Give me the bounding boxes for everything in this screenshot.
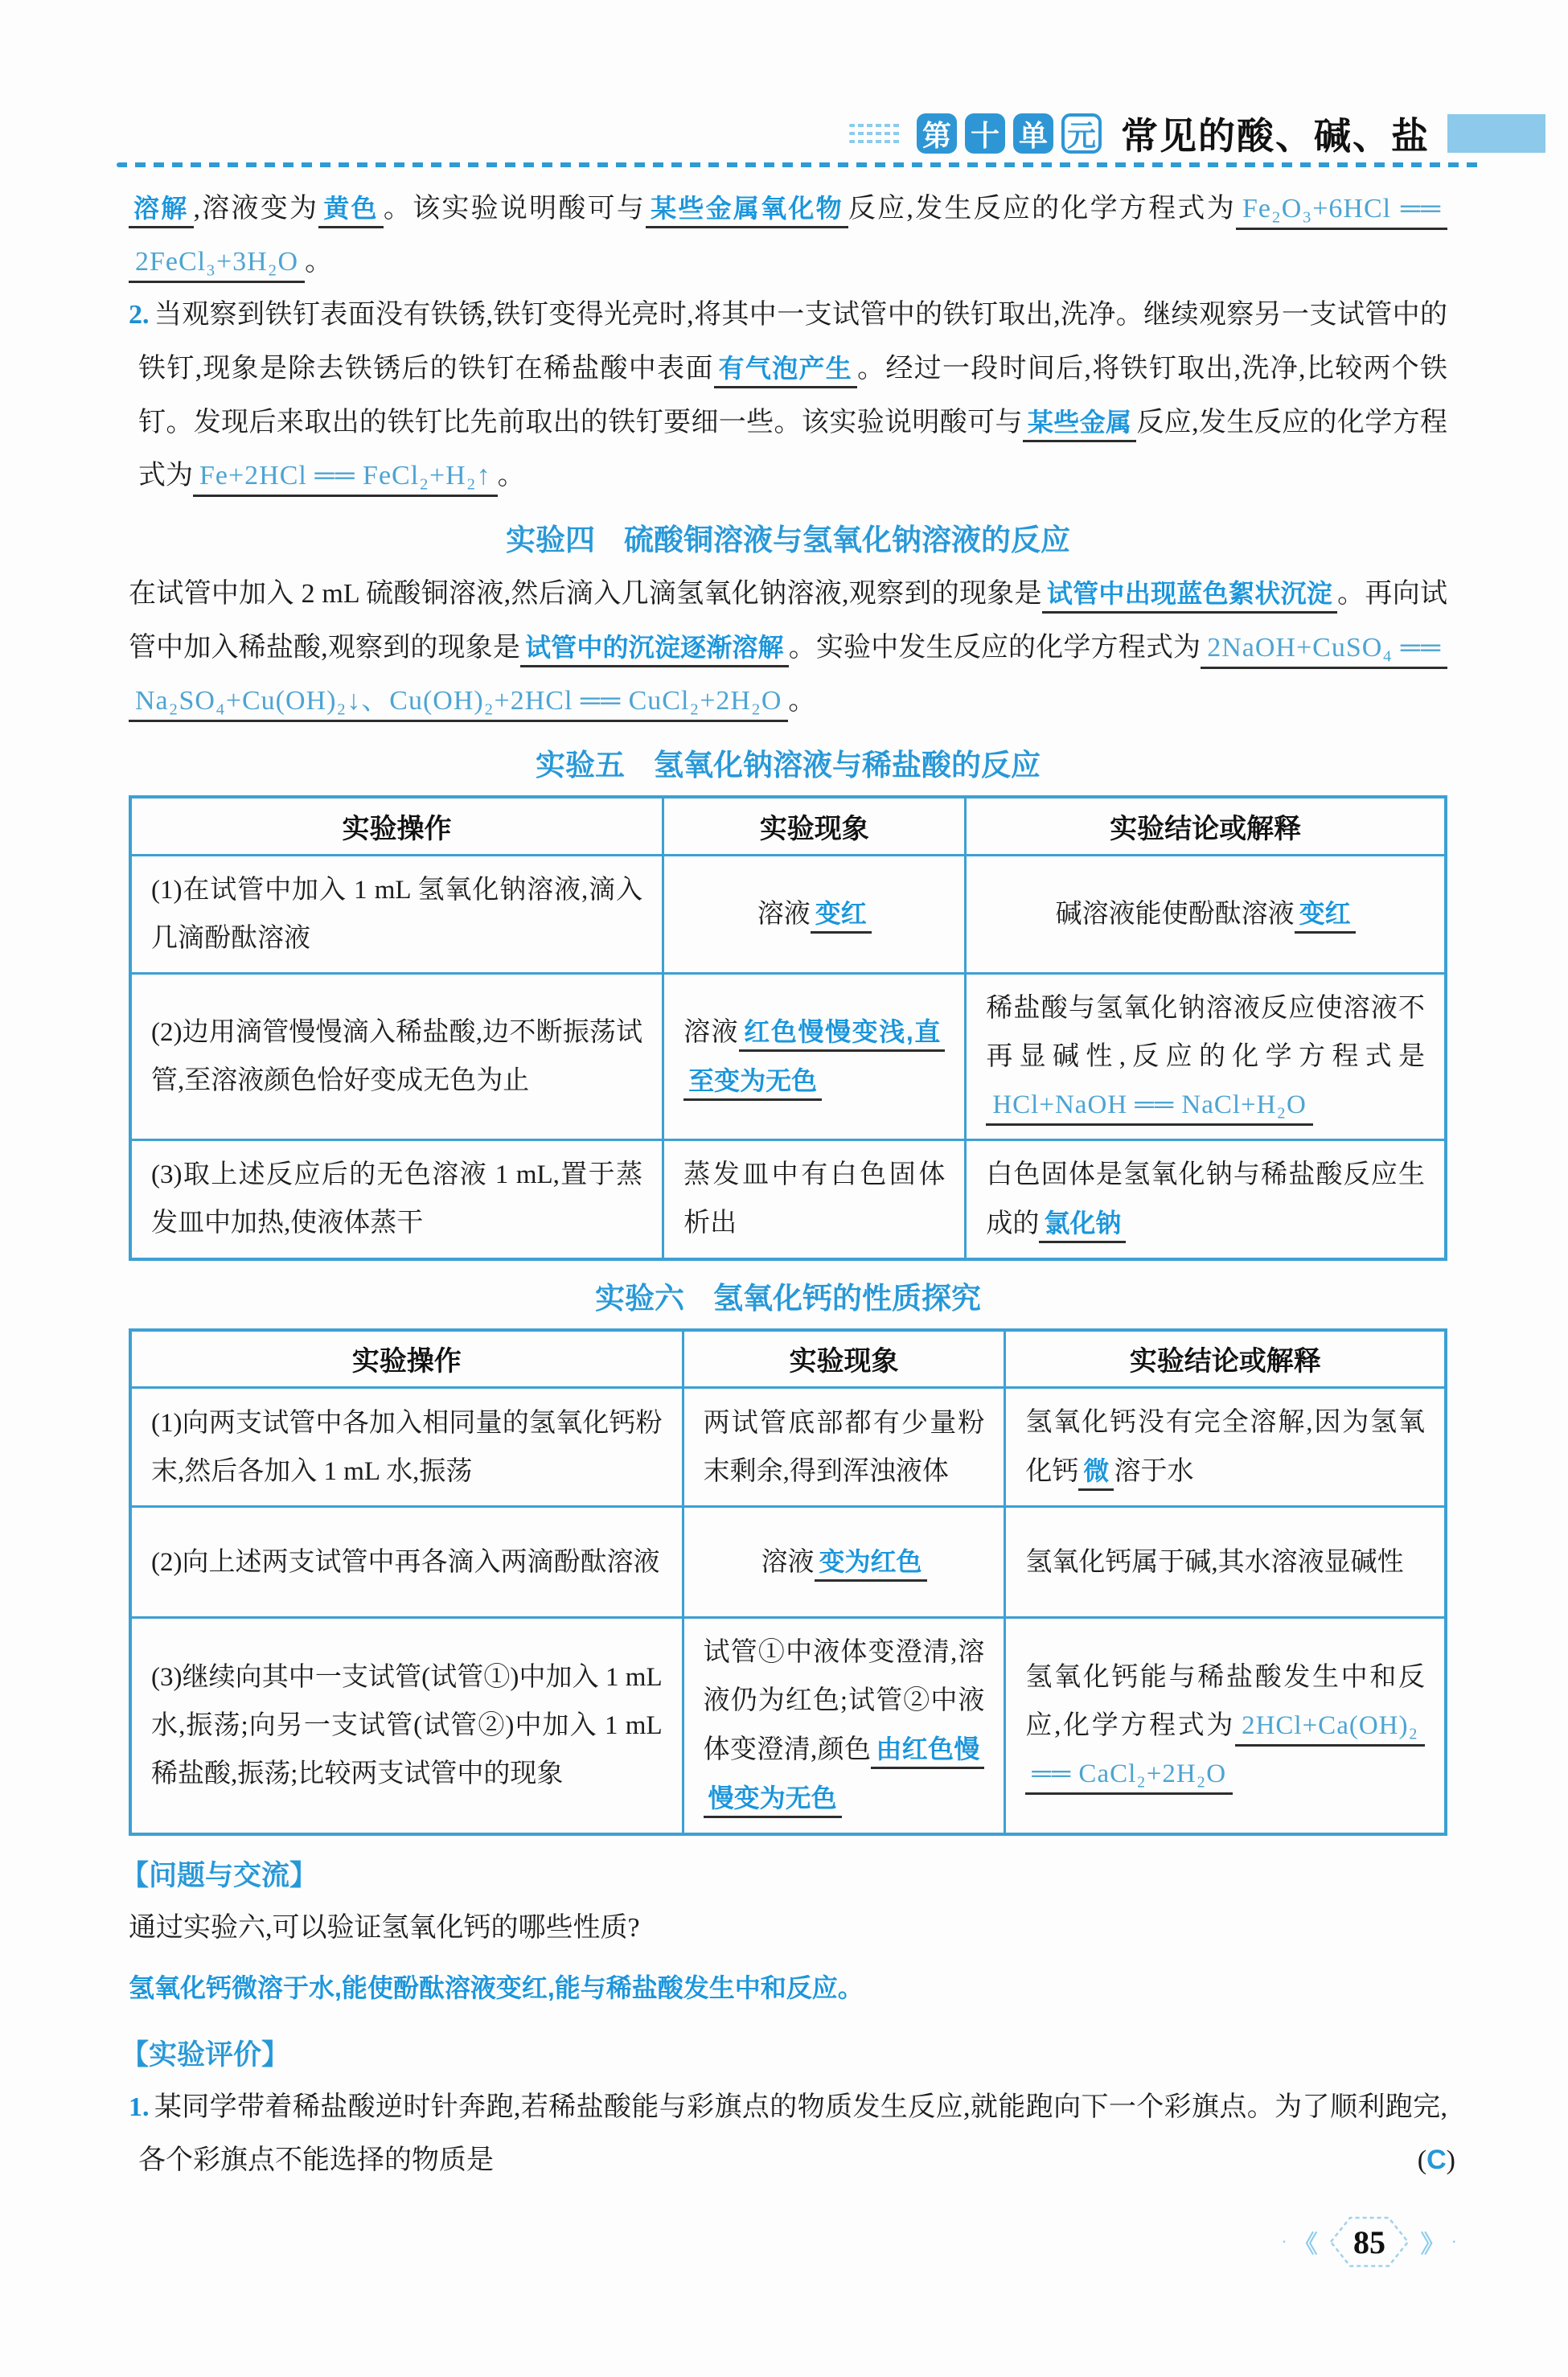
unit-badge-char: 元 — [1061, 113, 1102, 154]
col-header-phenomenon: 实验现象 — [663, 797, 966, 855]
print-text: 。再向试管中加入稀盐酸,观察到的现象是 — [129, 579, 1447, 663]
print-text: (2)向上述两支试管中再各滴入两滴酚酞溶液 — [151, 1547, 660, 1577]
equation-text: Fe+2HCl ══ FeCl₂+H₂↑ — [193, 461, 498, 497]
print-text: (3)取上述反应后的无色溶液 1 mL,置于蒸发皿中加热,使液体蒸干 — [151, 1160, 643, 1238]
answer-text: 红色慢慢变浅,直至变为无色 — [683, 1017, 945, 1101]
print-text: (1)向两支试管中各加入相同量的氢氧化钙粉末,然后各加入 1 mL 水,振荡 — [151, 1408, 663, 1486]
experiment4-heading — [129, 515, 1447, 559]
cell-conclusion — [1005, 1618, 1446, 1835]
experiment6-label: 实验六 — [595, 1281, 684, 1315]
cell-operation — [130, 855, 663, 973]
print-text: 当观察到铁钉表面没有铁锈,铁钉变得光亮时,将其中一支试管中的铁钉取出,洗净。继续观察另一支试管中的铁钉,现象是除去铁锈后的铁钉在稀盐酸中表面 — [138, 300, 1447, 384]
print-text: 试管①中液体变澄清,溶液仍为红色;试管②中液体变澄清,颜色 — [703, 1638, 985, 1764]
print-text: 。经过一段时间后,将铁钉取出,洗净,比较两个铁钉。发现后来取出的铁钉比先前取出的铁钉要细一些。该实验说明酸可与 — [138, 354, 1448, 437]
footer-dot: · — [1451, 2231, 1457, 2252]
print-text: 蒸发皿中有白色固体析出 — [683, 1160, 946, 1238]
item-number: 1. — [129, 2092, 150, 2122]
footer-dot: · — [1281, 2231, 1287, 2252]
cell-operation — [130, 1139, 663, 1259]
answer-text: 某些金属 — [1023, 408, 1137, 442]
print-text: 在试管中加入 2 mL 硫酸铜溶液,然后滴入几滴氢氧化钠溶液,观察到的现象是 — [129, 579, 1042, 609]
cell-conclusion — [966, 1139, 1446, 1259]
experiment5-table — [129, 795, 1447, 1261]
col-header-operation: 实验操作 — [130, 797, 663, 855]
print-text: 溶液 — [683, 1017, 740, 1047]
cell-conclusion — [966, 855, 1446, 973]
print-text: 氢氧化钙能与稀盐酸发生中和反应,化学方程式为 — [1025, 1663, 1425, 1740]
cell-phenomenon — [663, 973, 966, 1139]
intro-paragraph — [129, 182, 1447, 289]
answer-text: 变红 — [811, 899, 872, 934]
cell-conclusion — [1005, 1507, 1446, 1618]
print-text: 。该实验说明酸可与 — [383, 194, 646, 224]
experiment5-heading — [129, 741, 1447, 784]
unit-badge-char: 单 — [1013, 113, 1053, 154]
unit-badge-char: 第 — [917, 113, 957, 154]
answer-text: 微 — [1078, 1456, 1114, 1491]
print-text: 溶于水 — [1114, 1457, 1194, 1486]
table-header-row — [130, 797, 1446, 855]
col-header-phenomenon: 实验现象 — [683, 1330, 1005, 1388]
experiment4-title: 硫酸铜溶液与氢氧化钠溶液的反应 — [624, 523, 1070, 556]
separator-dashed-line — [117, 162, 1484, 167]
unit-header — [129, 113, 1447, 157]
print-text: 某同学带着稀盐酸逆时针奔跑,若稀盐酸能与彩旗点的物质发生反应,就能跑向下一个彩旗点。为了顺利跑完,各个彩旗点不能选择的物质是 — [138, 2092, 1447, 2175]
answer-text: 由红色慢慢变为无色 — [704, 1735, 985, 1818]
cell-phenomenon — [683, 1618, 1005, 1835]
table-row — [130, 1139, 1446, 1259]
equation-text: 2HCl+Ca(OH)₂ ══ CaCl₂+2H₂O — [1025, 1711, 1425, 1795]
table-header-row — [130, 1330, 1446, 1388]
unit-title: 常见的酸、碱、盐 — [1121, 116, 1430, 157]
qa-section-heading: 【问题与交流】 — [121, 1860, 318, 1891]
cell-phenomenon — [683, 1507, 1005, 1618]
answer-letter: (C) — [1417, 2145, 1455, 2175]
footer-left-chevrons: 《 — [1293, 2231, 1318, 2258]
table-row — [130, 973, 1446, 1139]
equation-text: Fe₂O₃+6HCl ══ 2FeCl₃+3H₂O — [129, 194, 1447, 283]
print-text: 反应,发生反应的化学方程式为 — [848, 194, 1236, 224]
unit-badge-char: 十 — [965, 113, 1005, 154]
col-header-conclusion: 实验结论或解释 — [1005, 1330, 1446, 1388]
table-row — [130, 1618, 1446, 1835]
print-text: 。 — [497, 461, 525, 491]
footer-right-chevrons: 》 — [1420, 2231, 1445, 2258]
print-text: 反应,发生反应的化学方程式为 — [138, 408, 1447, 491]
print-text: 白色固体是氢氧化钠与稀盐酸反应生成的 — [986, 1160, 1425, 1238]
page-number: 85 — [1353, 2224, 1385, 2260]
equation-text: 2NaOH+CuSO₄ ══ Na₂SO₄+Cu(OH)₂↓、Cu(OH)₂+2HCl ══ CuCl₂+2H₂O — [129, 633, 1447, 722]
print-text: 稀盐酸与氢氧化钠溶液反应使溶液不再显碱性,反应的化学方程式是 — [986, 993, 1425, 1071]
answer-text: 黄色 — [318, 194, 384, 228]
cell-phenomenon — [663, 1139, 966, 1259]
eval-section-heading: 【实验评价】 — [121, 2039, 290, 2071]
experiment6-table — [129, 1328, 1447, 1837]
print-text: (2)边用滴管慢慢滴入稀盐酸,边不断振荡试管,至溶液颜色恰好变成无色为止 — [151, 1017, 643, 1095]
print-text: 两试管底部都有少量粉末剩余,得到浑浊液体 — [703, 1408, 985, 1486]
experiment5-title: 氢氧化钠溶液与稀盐酸的反应 — [654, 749, 1041, 782]
print-text: 溶液 — [757, 900, 811, 929]
print-text: (1)在试管中加入 1 mL 氢氧化钠溶液,滴入几滴酚酞溶液 — [151, 875, 643, 953]
print-text: 氢氧化钙属于碱,其水溶液显碱性 — [1025, 1547, 1404, 1577]
answer-text: 试管中的沉淀逐渐溶解 — [520, 633, 789, 667]
answer-text: 变红 — [1295, 899, 1356, 934]
experiment4-label: 实验四 — [506, 523, 595, 556]
print-text: 氢氧化钙没有完全溶解,因为氢氧化钙 — [1025, 1408, 1425, 1486]
cell-operation — [130, 1618, 683, 1835]
answer-text: 某些金属氧化物 — [646, 194, 848, 228]
answer-text: 溶解 — [129, 194, 194, 228]
answer-text: 试管中出现蓝色絮状沉淀 — [1042, 579, 1337, 614]
list-item-2 — [129, 289, 1447, 503]
cell-operation — [130, 1507, 683, 1618]
cell-conclusion — [1005, 1388, 1446, 1507]
table-row — [130, 855, 1446, 973]
print-text: (3)继续向其中一支试管(试管①)中加入 1 mL 水,振荡;向另一支试管(试管②)中加入 1 mL 稀盐酸,振荡;比较两支试管中的现象 — [151, 1663, 663, 1788]
print-text: 。实验中发生反应的化学方程式为 — [788, 633, 1201, 663]
cell-operation — [130, 1388, 683, 1507]
experiment6-title: 氢氧化钙的性质探究 — [713, 1281, 981, 1315]
print-text: 通过实验六,可以验证氢氧化钙的哪些性质? — [129, 1913, 640, 1943]
cell-operation — [130, 973, 663, 1139]
cell-phenomenon — [663, 855, 966, 973]
answer-text: 氯化钠 — [1039, 1209, 1126, 1243]
equation-text: HCl+NaOH ══ NaCl+H₂O — [986, 1090, 1312, 1126]
print-text: 溶液 — [761, 1548, 815, 1577]
qa-question — [129, 1902, 1447, 1955]
print-text: 碱溶液能使酚酞溶液 — [1055, 900, 1295, 929]
table-row — [130, 1507, 1446, 1618]
print-text: 。 — [305, 247, 333, 277]
experiment5-label: 实验五 — [536, 749, 625, 782]
print-text: 。 — [788, 686, 816, 716]
cell-conclusion — [966, 973, 1446, 1139]
col-header-conclusion: 实验结论或解释 — [966, 797, 1446, 855]
qa-answer — [129, 1961, 1447, 2015]
workbook-page — [0, 113, 1568, 2377]
answer-text: 有气泡产生 — [714, 354, 857, 388]
header-accent-rectangle — [1447, 114, 1545, 153]
dotted-decoration — [849, 124, 901, 143]
page-number-badge — [1281, 2213, 1457, 2271]
experiment6-heading — [129, 1274, 1447, 1317]
table-row — [130, 1388, 1446, 1507]
col-header-operation: 实验操作 — [130, 1330, 683, 1388]
answer-text: 氢氧化钙微溶于水,能使酚酞溶液变红,能与稀盐酸发生中和反应。 — [129, 1973, 864, 2002]
cell-phenomenon — [683, 1388, 1005, 1507]
page-number-hexagon — [1324, 2213, 1414, 2271]
answer-text: 变为红色 — [815, 1547, 927, 1582]
print-text: ,溶液变为 — [193, 194, 319, 224]
eval-item-1 — [129, 2081, 1455, 2187]
item-number: 2. — [129, 300, 150, 330]
experiment4-paragraph — [129, 567, 1447, 728]
